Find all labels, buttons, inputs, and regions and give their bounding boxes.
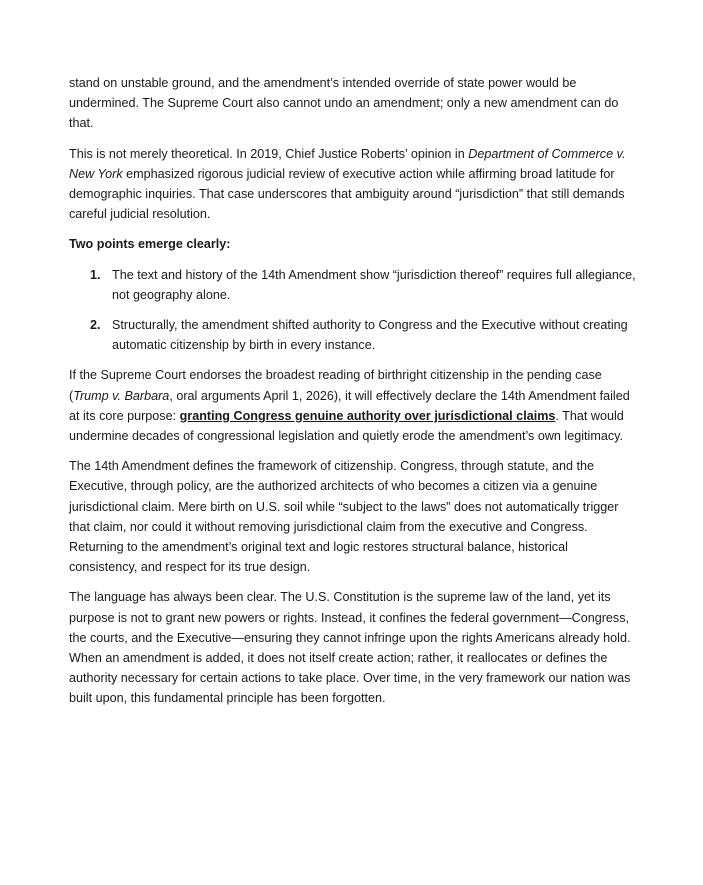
paragraph-roberts-opinion [69, 144, 637, 225]
case-name: Trump v. Barbara [73, 388, 170, 403]
list-number: 2. [90, 318, 101, 333]
paragraph-text: emphasized rigorous judicial review of executive action while affirming broad latitude for demographic inquiries. That case underscores that ambiguity around “jurisdiction” that still demands careful judicial resolution. [69, 166, 625, 222]
list-item [69, 315, 637, 355]
paragraph-constitution: The language has always been clear. The U.S. Constitution is the supreme law of the land, yet its purpose is not to grant new powers or rights. Instead, it confines the federal government—Congress, the courts, and the Executive—ensuring they cannot infringe upon the rights Americans already hold. When an amendment is added, it does not itself create action; rather, it reallocates or defines the authority necessary for certain actions to take place. Over time, in the very framework our nation was built upon, this fundamental principle has been forgotten. [69, 590, 631, 706]
emphasized-phrase: granting Congress genuine authority over jurisdictional claims [179, 408, 556, 423]
paragraph-pending-case [69, 365, 637, 446]
paragraph-text: This is not merely theoretical. In 2019, Chief Justice Roberts’ opinion in [69, 146, 469, 161]
case-name: Department of Commerce v. New York [69, 146, 626, 181]
paragraph-text: If the Supreme Court endorses the broadest reading of birthright citizenship in the pending case ( [69, 368, 602, 403]
paragraph-text: . That would undermine decades of congressional legislation and quietly erode the amendment’s own legitimacy. [69, 408, 624, 444]
list-number: 1. [90, 267, 101, 282]
numbered-list [69, 265, 637, 356]
list-item [69, 265, 637, 305]
paragraph-continuation: stand on unstable ground, and the amendment’s intended override of state power would be undermined. The Supreme Court also cannot undo an amendment; only a new amendment can do that. [69, 76, 619, 131]
paragraph-text: , oral arguments April 1, 2026), it will effectively declare the 14th Amendment failed at its core purpose: [69, 388, 630, 423]
subheading: Two points emerge clearly: [69, 237, 231, 252]
document-page [69, 73, 637, 719]
paragraph-framework: The 14th Amendment defines the framework of citizenship. Congress, through statute, and the Executive, through policy, are the authorized architects of who becomes a citizen via a genuine jurisdictional claim. Mere birth on U.S. soil while “subject to the laws” does not automatically trigger that claim, nor could it without removing jurisdictional claim from the executive and Congress. Returning to the amendment’s original text and logic restores structural balance, historical consistency, and respect for its true design. [69, 459, 619, 575]
list-item-text: The text and history of the 14th Amendment show “jurisdiction thereof” requires full allegiance, not geography alone. [112, 267, 636, 302]
list-item-text: Structurally, the amendment shifted authority to Congress and the Executive without creating automatic citizenship by birth in every instance. [112, 318, 628, 353]
